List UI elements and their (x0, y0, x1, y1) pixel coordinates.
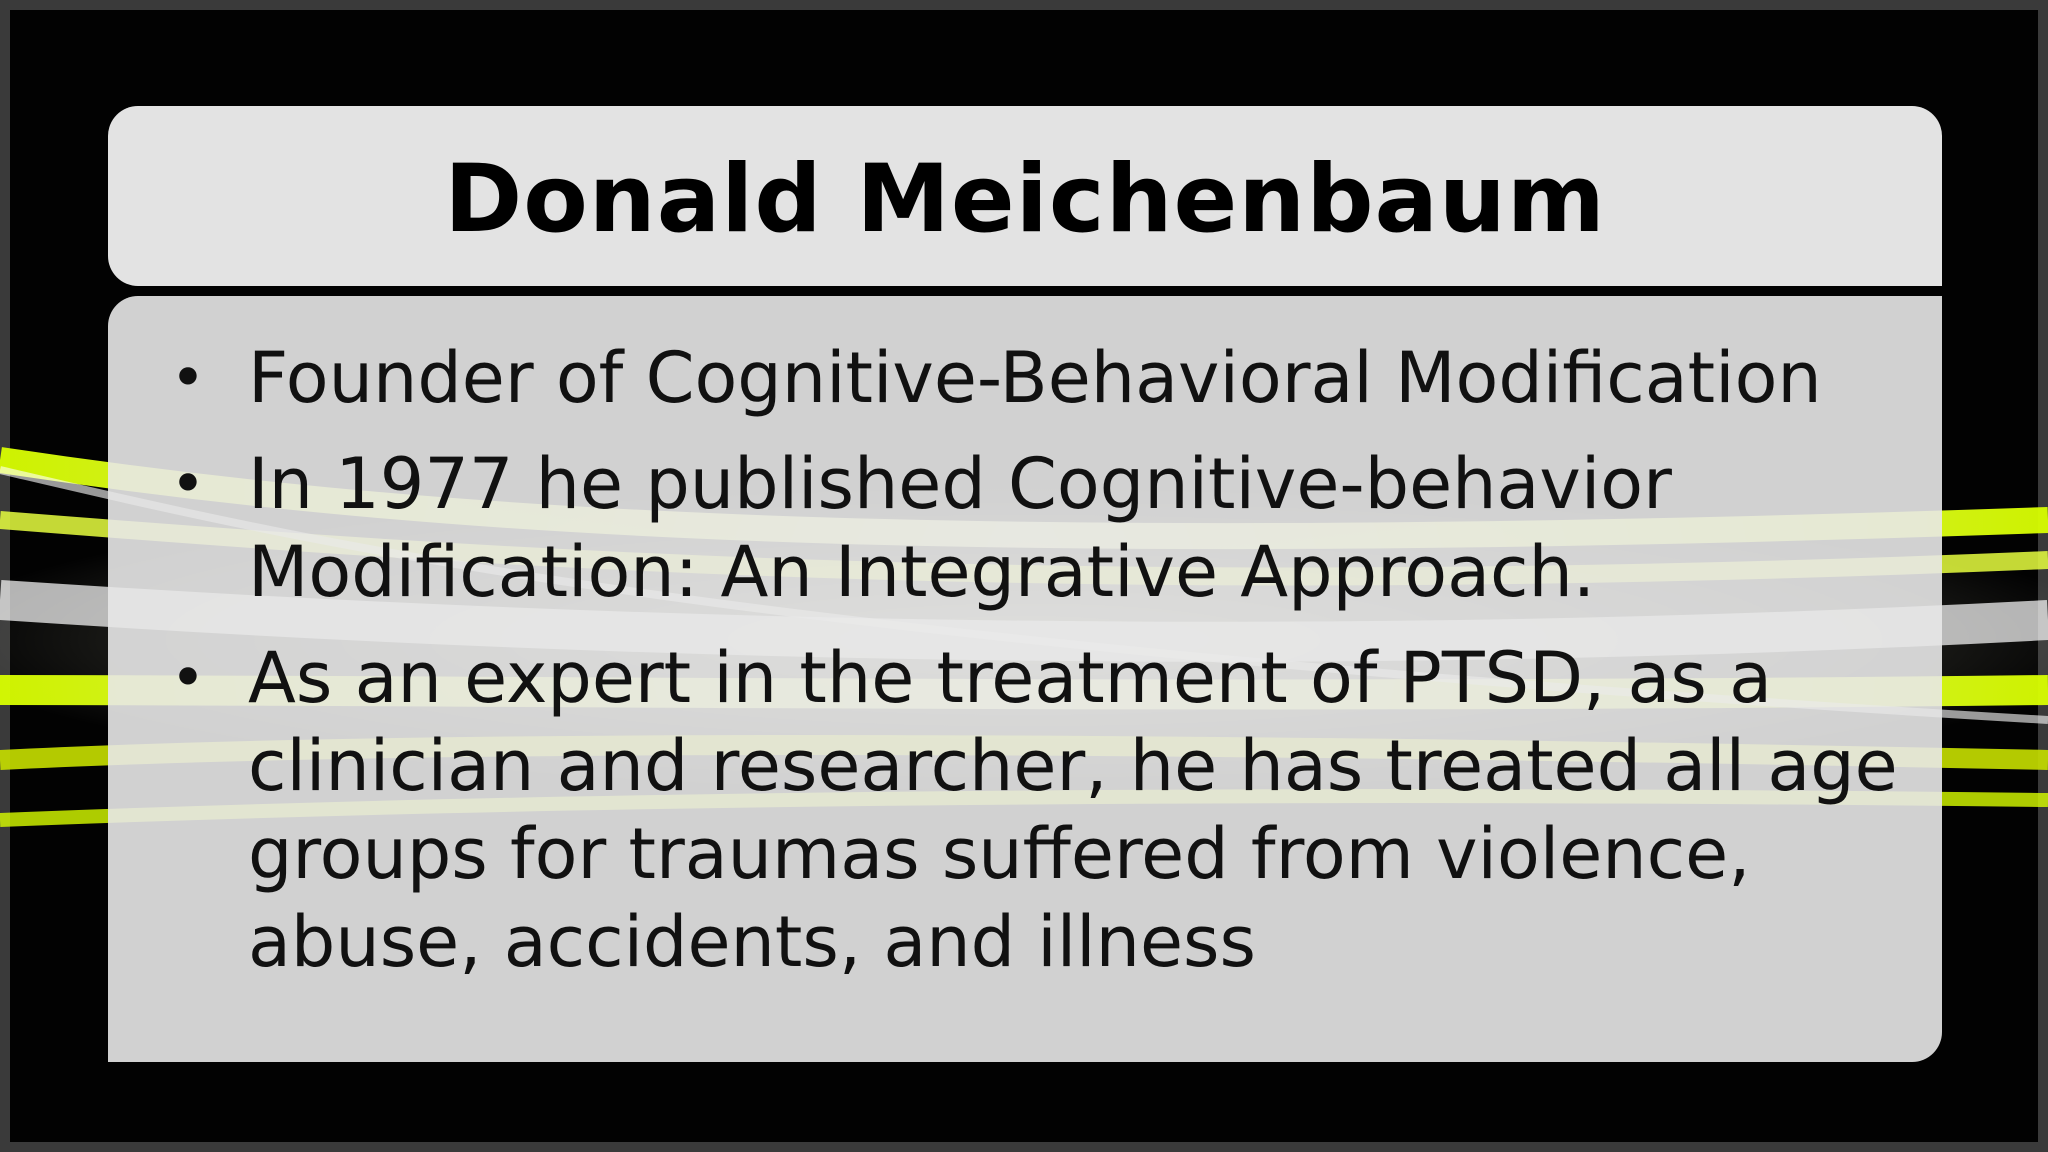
bullet-item (168, 334, 1902, 422)
slide-title: Donald Meichenbaum (444, 144, 1606, 254)
bullet-dot-icon: • (170, 643, 206, 713)
bullet-dot-icon: • (170, 343, 206, 413)
bullet-dot-icon: • (170, 449, 206, 519)
bullet-text: Founder of Cognitive-Behavioral Modification (248, 337, 1822, 419)
bullet-item (168, 634, 1902, 986)
bullet-list (168, 334, 1902, 986)
bullet-item (168, 440, 1902, 616)
title-panel (108, 106, 1942, 286)
bullet-text: In 1977 he published Cognitive-behavior Modification: An Integrative Approach. (248, 443, 1672, 613)
content-panel (108, 296, 1942, 1062)
bullet-text: As an expert in the treatment of PTSD, as a clinician and researcher, he has treated all age groups for traumas suffered from violence, abuse, accidents, and illness (248, 637, 1898, 983)
